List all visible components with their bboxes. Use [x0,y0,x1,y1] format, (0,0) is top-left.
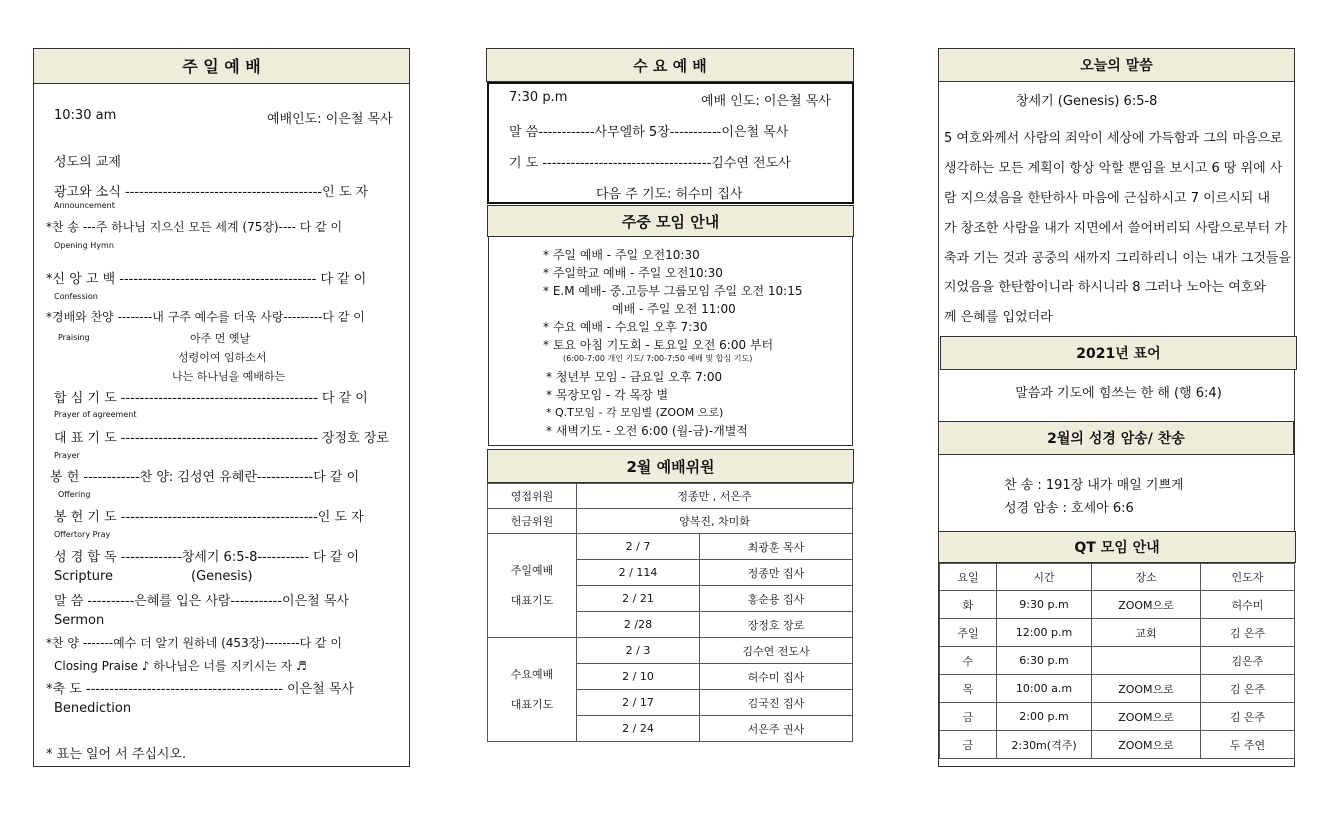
qt-header: 장소 [1092,564,1201,591]
wed-next: 다음 주 기도: 허수미 집사 [596,187,743,202]
weekly-item: * 수요 예배 - 수요일 오후 7:30 [543,320,708,334]
order-item-sub: Offertory Pray [54,530,111,539]
qt-cell: 김 은주 [1201,703,1295,731]
qt-cell: 김은주 [1201,647,1295,675]
order-item: *찬 양 -------예수 더 알기 원하네 (453장)--------다 같 이 [46,636,343,650]
order-item-sub: Opening Hymn [54,241,114,250]
scripture-en: Scripture [54,569,114,584]
sunday-prayer-label-2: 대표기도 [510,593,554,607]
qt-cell: 교회 [1092,619,1201,647]
weekly-item: * 청년부 모임 - 금요일 오후 7:00 [546,370,723,384]
weekly-item: (6:00-7:00 개인 기도/ 7:00-7:50 예배 및 합심 기도) [563,354,753,363]
word-line: 께 은혜를 입었더라 [944,310,1053,325]
memory-hymn: 찬 송 : 191장 내가 매일 기쁘게 [1004,478,1184,493]
word-line: 5 여호와께서 사람의 죄악이 세상에 가득함과 그의 마음으로 [944,131,1283,146]
qt-cell: 2:30m(격주) [997,731,1092,759]
weekly-item: * E.M 예배- 중.고등부 그룹모임 주일 오전 10:15 [543,284,803,298]
word-title: 오늘의 말씀 [938,48,1295,82]
table-cell: 허수미 집사 [700,664,853,690]
table-cell: 2 / 21 [577,586,700,612]
wed-leader: 예배 인도: 이은철 목사 [701,94,831,109]
greeters-value: 정종만 , 서은주 [577,484,853,509]
order-item: 봉 헌 ------------찬 양: 김성연 유혜란------------다 같 이 [50,470,360,485]
order-item-sub: Confession [54,292,98,301]
closing-en: Closing Praise ♪ 하나님은 너를 지키시는 자 ♬ [54,659,307,673]
benediction-en: Benediction [54,701,132,716]
table-cell: 2 / 114 [577,560,700,586]
weekly-item: * 주일 예배 - 주일 오전10:30 [543,248,700,262]
table-cell: 2 / 10 [577,664,700,690]
word-line: 지었음을 한탄함이니라 하시니라 8 그러나 노아는 여호와 [944,280,1266,295]
order-item: 성도의 교제 [54,155,121,170]
order-item-sub: Prayer [54,451,80,460]
word-line: 축과 기는 것과 공중의 새까지 그리하리니 이는 내가 그것들을 [944,251,1292,266]
qt-cell: ZOOM으로 [1092,591,1201,619]
order-item-sub: Announcement [54,201,115,210]
qt-cell: 김 은주 [1201,619,1295,647]
table-cell: 정종만 집사 [700,560,853,586]
word-ref: 창세기 (Genesis) 6:5-8 [1016,94,1158,109]
wed-prayer-label-1: 수요예배 [510,667,554,681]
weekly-item: * 토요 아침 기도회 - 토요일 오전 6:00 부터 [543,338,774,352]
sunday-prayer-label-1: 주일예배 [510,563,554,577]
order-item: *축 도 ------------------------------------------ 이은철 목사 [46,682,354,697]
qt-cell: 두 주연 [1201,731,1295,759]
weekly-title: 주중 모임 안내 [487,205,854,237]
table-cell: 장정호 장로 [700,612,853,638]
weekly-item: * Q.T모임 - 각 모임별 (ZOOM 으로) [546,406,724,419]
qt-cell: 6:30 p.m [997,647,1092,675]
wed-prayer-label-2: 대표기도 [510,697,554,711]
qt-cell: ZOOM으로 [1092,675,1201,703]
qt-cell: 목 [940,675,997,703]
qt-cell [1092,647,1201,675]
table-cell: 2 /28 [577,612,700,638]
wednesday-title: 수 요 예 배 [486,48,854,82]
qt-header: 시간 [997,564,1092,591]
qt-cell: 주일 [940,619,997,647]
order-item: *신 앙 고 백 ------------------------------------------ 다 같 이 [46,272,367,287]
servers-table [487,483,853,742]
qt-header: 요일 [940,564,997,591]
weekly-item: * 목장모임 - 각 목장 별 [546,388,669,402]
order-item: 말 씀 ----------은혜를 입은 사람-----------이은철 목사 [54,594,349,609]
word-line: 람 지으셨음을 한탄하사 마음에 근심하시고 7 이르시되 내 [944,191,1271,206]
order-item: 봉 헌 기 도 ------------------------------------------인 도 자 [54,510,364,525]
order-item: 광고와 소식 ------------------------------------------인 도 자 [54,185,369,200]
word-line: 생각하는 모든 계획이 항상 악할 뿐임을 보시고 6 땅 위에 사 [944,161,1283,176]
wed-time: 7:30 p.m [509,90,568,105]
praise-line: 아주 먼 옛날 [190,332,251,345]
table-cell: 2 / 3 [577,638,700,664]
memory-title: 2월의 성경 암송/ 찬송 [938,421,1294,455]
table-cell: 2 / 7 [577,534,700,560]
servers-title: 2월 예배위원 [487,449,854,483]
greeters-label: 영접위원 [488,484,577,509]
qt-cell: ZOOM으로 [1092,731,1201,759]
qt-table [939,563,1295,759]
sunday-prayer-label [488,534,577,638]
offering-value: 양복진, 차미화 [577,509,853,534]
qt-cell: 수 [940,647,997,675]
qt-cell: 김 은주 [1201,675,1295,703]
weekly-item: * 새벽기도 - 오전 6:00 (월-금)-개별적 [546,424,748,438]
sermon-en: Sermon [54,613,105,628]
table-cell: 2 / 17 [577,690,700,716]
qt-cell: ZOOM으로 [1092,703,1201,731]
table-cell: 홍순용 집사 [700,586,853,612]
table-cell: 서은주 권사 [700,716,853,742]
order-item-sub: Prayer of agreement [54,410,137,419]
sunday-time: 10:30 am [54,108,117,123]
motto-text: 말씀과 기도에 힘쓰는 한 해 (행 6:4) [1015,386,1222,401]
qt-cell: 10:00 a.m [997,675,1092,703]
qt-cell: 2:00 p.m [997,703,1092,731]
motto-title: 2021년 표어 [940,336,1297,370]
order-item-sub: Offering [58,490,91,499]
weekly-item: * 주일학교 예배 - 주일 오전10:30 [543,266,723,280]
qt-cell: 금 [940,731,997,759]
sunday-leader: 예배인도: 이은철 목사 [267,112,393,127]
table-cell: 최광훈 목사 [700,534,853,560]
order-item: *경배와 찬양 --------내 구주 예수를 더욱 사랑---------다 같 이 [46,310,365,324]
qt-header: 인도자 [1201,564,1295,591]
scripture-genesis: (Genesis) [191,569,253,584]
praise-line: 성령이여 임하소서 [178,351,267,364]
sunday-title: 주 일 예 배 [33,48,410,84]
wed-prayer: 기 도 ------------------------------------김수연 전도사 [509,156,791,171]
qt-cell: 허수미 [1201,591,1295,619]
word-line: 가 창조한 사람을 내가 지면에서 쓸어버리되 사람으로부터 가 [944,221,1287,236]
weekly-item: 예배 - 주일 오전 11:00 [612,302,736,316]
memory-verse: 성경 암송 : 호세아 6:6 [1004,501,1134,516]
footnote: * 표는 일어 서 주십시오. [46,747,187,762]
qt-title: QT 모임 안내 [938,531,1296,563]
order-item-sub: Praising [58,333,90,342]
wed-prayer-label [488,638,577,742]
order-item: 성 경 합 독 -------------창세기 6:5-8----------- 다 같 이 [54,550,360,565]
table-cell: 2 / 24 [577,716,700,742]
order-item: 합 심 기 도 ------------------------------------------ 다 같 이 [54,391,368,406]
table-cell: 김수연 전도사 [700,638,853,664]
order-item: 대 표 기 도 ------------------------------------------ 장정호 장로 [54,431,389,446]
order-item: *찬 송 ---주 하나님 지으신 모든 세계 (75장)---- 다 같 이 [46,220,343,234]
wed-sermon: 말 씀------------사무엘하 5장-----------이은철 목사 [509,125,789,140]
praise-line: 나는 하나님을 예배하는 [172,370,286,383]
offering-label: 헌금위원 [488,509,577,534]
qt-cell: 9:30 p.m [997,591,1092,619]
table-cell: 김국진 집사 [700,690,853,716]
qt-cell: 12:00 p.m [997,619,1092,647]
qt-cell: 금 [940,703,997,731]
qt-cell: 화 [940,591,997,619]
